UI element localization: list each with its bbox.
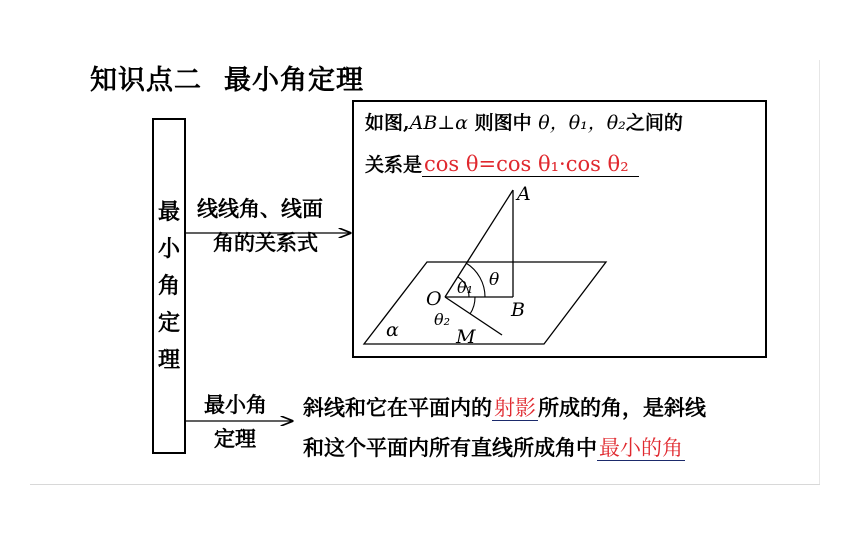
label-B: B [511, 299, 525, 321]
geometry-figure [354, 102, 769, 360]
side-char: 最 [157, 198, 180, 225]
section-title: 知识点二 最小角定理 [90, 65, 364, 96]
segment-OA [445, 190, 513, 297]
divider-right [819, 60, 820, 484]
side-char: 定 [157, 309, 180, 336]
label-theta: θ [489, 270, 500, 290]
answer-projection: 射影 [494, 396, 536, 420]
label-theta1: θ₁ [457, 278, 474, 297]
label-M: M [456, 326, 476, 348]
relation-formula: cos θ=cos θ₁·cos θ₂ [422, 152, 639, 177]
branch2-label: 最小角 定理 [204, 392, 267, 451]
arc-theta2 [470, 297, 475, 314]
divider-bottom [30, 484, 820, 485]
side-char: 理 [157, 346, 180, 373]
theorem-statement: 如图,AB⊥α 则图中 θ，θ₁，θ₂之间的 [365, 112, 683, 134]
plane-alpha [364, 262, 606, 344]
label-A: A [517, 183, 531, 205]
definition-line1: 斜线和它在平面内的射影所成的角，是斜线 [303, 395, 706, 420]
side-char: 小 [157, 235, 180, 262]
theorem-relation: 关系是cos θ=cos θ₁·cos θ₂ [365, 150, 639, 177]
branch1-label: 线线角、线面 角的关系式 [197, 196, 323, 255]
label-O: O [426, 288, 442, 310]
label-alpha: α [386, 319, 399, 341]
answer-smallest-angle: 最小的角 [599, 436, 683, 460]
definition-line2: 和这个平面内所有直线所成角中最小的角 [303, 435, 683, 460]
theorem-box [352, 100, 767, 358]
label-theta2: θ₂ [434, 310, 451, 329]
side-char: 角 [157, 272, 180, 299]
